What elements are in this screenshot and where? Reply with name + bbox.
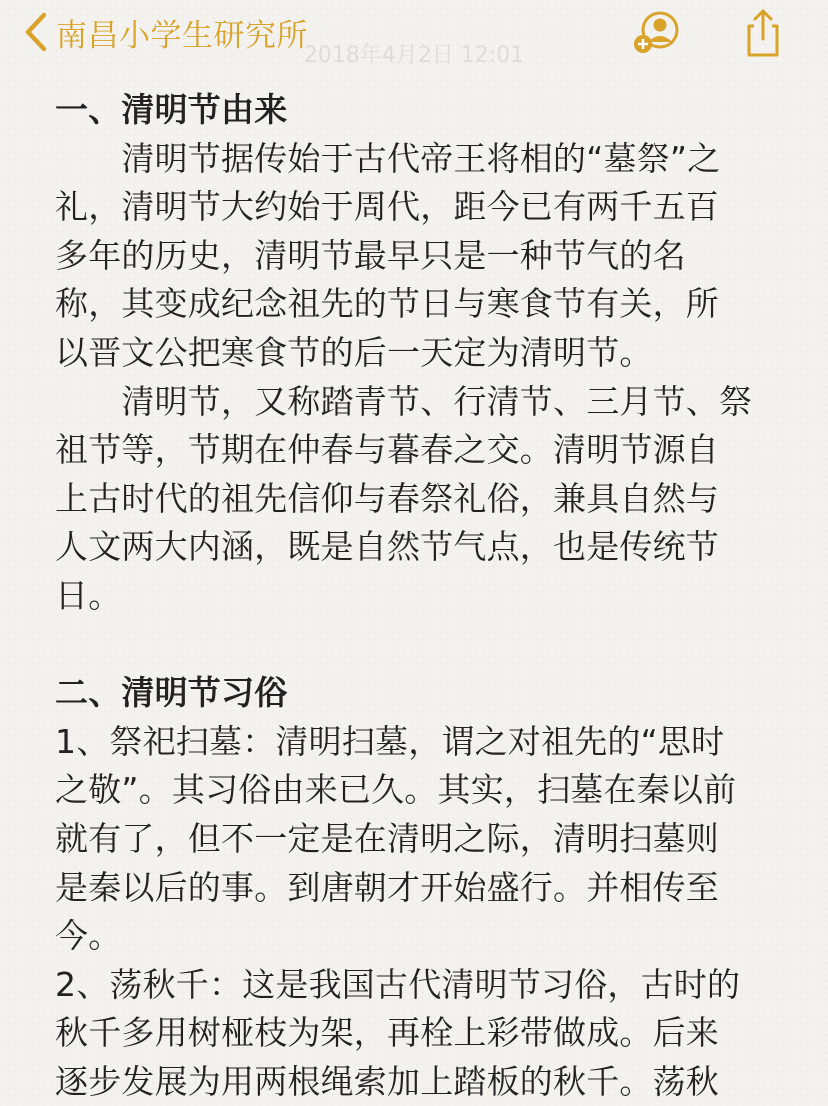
- note-content[interactable]: [55, 86, 785, 1106]
- text-line: 多年的历史，清明节最早只是一种节气的名: [55, 235, 686, 275]
- text-line: 清明节据传始于古代帝王将相的“墓祭”之: [55, 138, 721, 178]
- blank-line: [55, 621, 785, 670]
- back-button-label: 南昌小学生研究所: [56, 17, 308, 54]
- text-line: 秋千多用树桠枝为架，再栓上彩带做成。后来: [55, 1013, 719, 1053]
- text-line: 是秦以后的事。到唐朝才开始盛行。并相传至: [55, 867, 719, 907]
- text-line: 日。: [55, 575, 122, 615]
- text-line: 上古时代的祖先信仰与春祭礼俗，兼具自然与: [55, 478, 719, 518]
- section-heading: 一、清明节由来: [55, 90, 288, 129]
- text-line: 之敬”。其习俗由来已久。其实，扫墓在秦以前: [55, 770, 737, 810]
- navigation-bar: [0, 0, 828, 66]
- text-line: 人文两大内涵，既是自然节气点，也是传统节: [55, 527, 719, 567]
- text-line: 礼，清明节大约始于周代，距今已有两千五百: [55, 187, 719, 227]
- text-line: 以晋文公把寒食节的后一天定为清明节。: [55, 332, 653, 372]
- section-heading: 二、清明节习俗: [55, 673, 288, 713]
- text-line: 祖节等，节期在仲春与暮春之交。清明节源自: [55, 430, 719, 470]
- note-timestamp: 2018年4月2日 12:01: [303, 43, 525, 68]
- text-line: 2、荡秋千：这是我国古代清明节习俗，古时的: [55, 964, 741, 1004]
- text-line: 称，其变成纪念祖先的节日与寒食节有关，所: [55, 284, 719, 324]
- text-line: 1、祭祀扫墓：清明扫墓，谓之对祖先的“思时: [55, 721, 725, 761]
- text-line: 逐步发展为用两根绳索加上踏板的秋千。荡秋: [55, 1061, 719, 1101]
- text-line: 今。: [55, 916, 122, 956]
- text-line: 清明节，又称踏青节、行清节、三月节、祭: [55, 381, 753, 421]
- text-line: 就有了，但不一定是在清明之际，清明扫墓则: [55, 818, 719, 858]
